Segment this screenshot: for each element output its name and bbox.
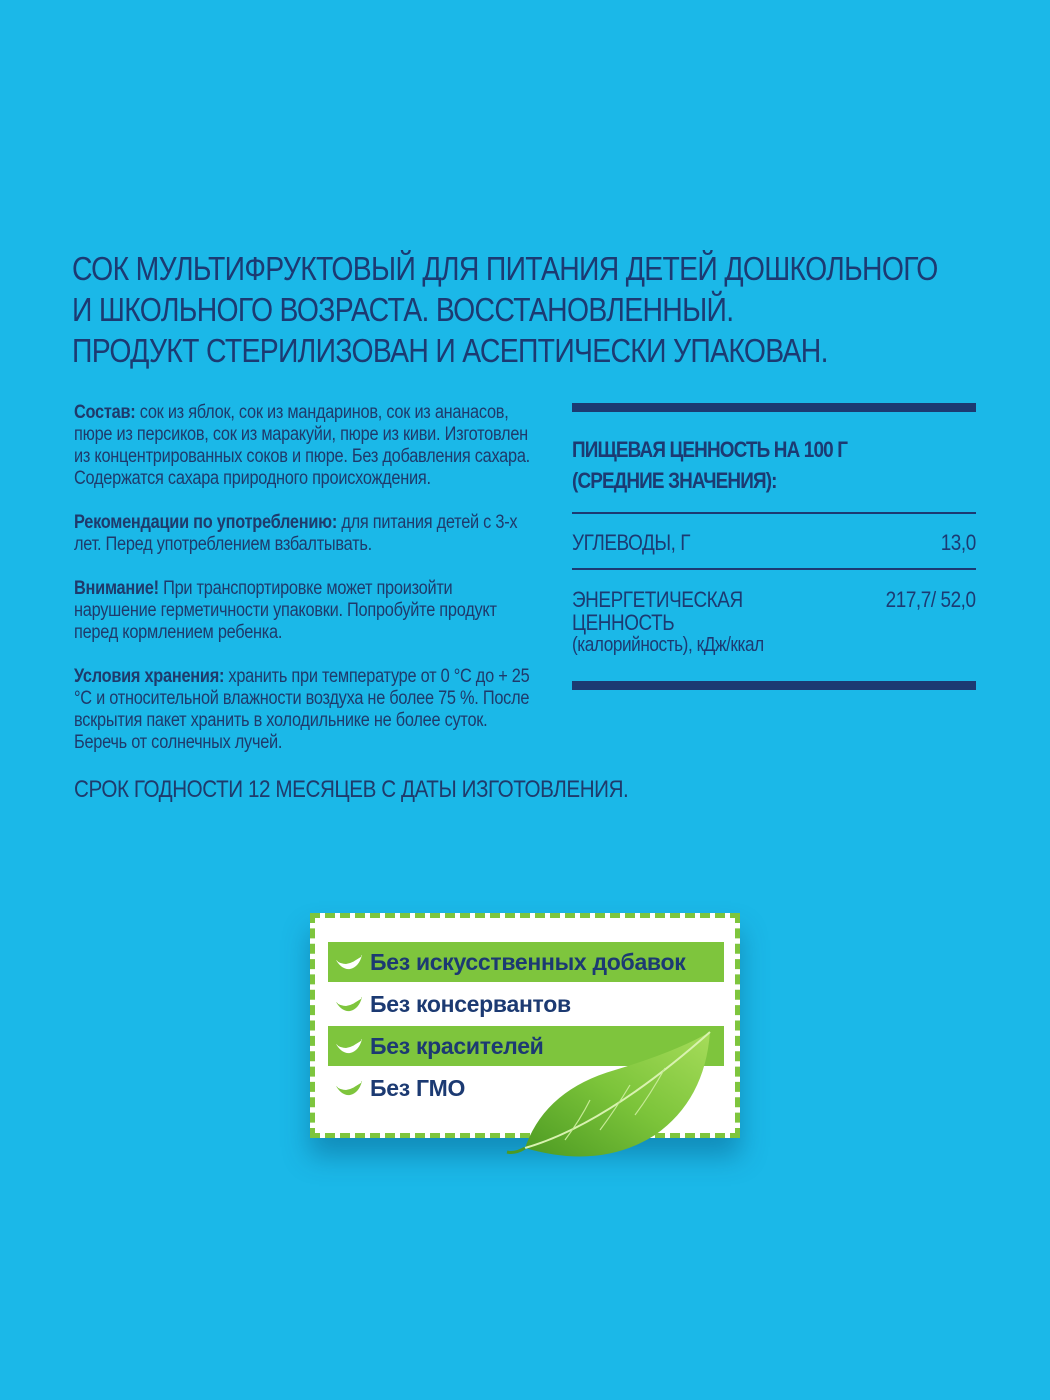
storage-label: Условия хранения: (74, 666, 225, 687)
usage-label: Рекомендации по употреблению: (74, 512, 338, 533)
leaf-check-icon (328, 1034, 370, 1058)
nutrition-heading-line: (СРЕДНИЕ ЗНАЧЕНИЯ): (572, 468, 777, 493)
badge-item-text: Без ГМО (370, 1074, 466, 1101)
badge-item-text: Без красителей (370, 1032, 544, 1059)
usage-paragraph (74, 512, 538, 556)
nutrition-heading (572, 412, 976, 512)
badge-item (328, 984, 724, 1024)
usage-text: для питания детей с 3-х лет. Перед употреблением взбалтывать. (74, 512, 518, 555)
title-line: ПРОДУКТ СТЕРИЛИЗОВАН И АСЕПТИЧЕСКИ УПАКОВАН. (72, 332, 828, 369)
title-line: СОК МУЛЬТИФРУКТОВЫЙ ДЛЯ ПИТАНИЯ ДЕТЕЙ ДОШКОЛЬНОГО (72, 250, 938, 287)
composition-label: Состав: (74, 402, 136, 423)
badge-item (328, 942, 724, 982)
nutrition-table (572, 403, 976, 690)
leaf-check-icon (328, 992, 370, 1016)
product-title (72, 248, 938, 371)
badge-item-text: Без искусственных добавок (370, 948, 686, 975)
energy-label (572, 588, 829, 657)
title-line: И ШКОЛЬНОГО ВОЗРАСТА. ВОССТАНОВЛЕННЫЙ. (72, 291, 734, 328)
leaf-check-icon (328, 950, 370, 974)
table-top-rule (572, 403, 976, 412)
energy-label-line: (калорийность), кДж/ккал (572, 634, 764, 656)
storage-paragraph (74, 666, 538, 754)
warning-label: Внимание! (74, 578, 159, 599)
leaf-icon (505, 1030, 715, 1180)
composition-text: сок из яблок, сок из мандаринов, сок из ананасов, пюре из персиков, сок из маракуйи, пюре из киви. Изготовлен из концентрированных соков и пюре. Без добавления сахара. Содержатся сахара природного происхождения. (74, 402, 530, 489)
table-row-carbs (572, 514, 976, 568)
shelf-life: СРОК ГОДНОСТИ 12 МЕСЯЦЕВ С ДАТЫ ИЗГОТОВЛЕНИЯ. (74, 776, 629, 803)
warning-text: При транспортировке может произойти нарушение герметичности упаковки. Попробуйте продукт перед кормлением ребенка. (74, 578, 497, 643)
nutrition-heading-line: ПИЩЕВАЯ ЦЕННОСТЬ НА 100 Г (572, 437, 848, 462)
badge-item-text: Без консервантов (370, 990, 571, 1017)
product-info (74, 402, 629, 804)
carbs-value: 13,0 (940, 530, 976, 555)
energy-label-line: ЭНЕРГЕТИЧЕСКАЯ ЦЕННОСТЬ (572, 587, 743, 635)
composition-paragraph (74, 402, 538, 490)
energy-value: 217,7/ 52,0 (886, 587, 976, 612)
table-bottom-rule (572, 681, 976, 690)
leaf-check-icon (328, 1076, 370, 1100)
carbs-label: УГЛЕВОДЫ, Г (572, 530, 691, 555)
table-row-energy (572, 570, 976, 681)
warning-paragraph (74, 578, 538, 644)
storage-text: хранить при температуре от 0 °С до + 25 °С и относительной влажности воздуха не более 75 %. После вскрытия пакет хранить в холодильнике не более суток. Беречь от солнечных лучей. (74, 666, 530, 753)
